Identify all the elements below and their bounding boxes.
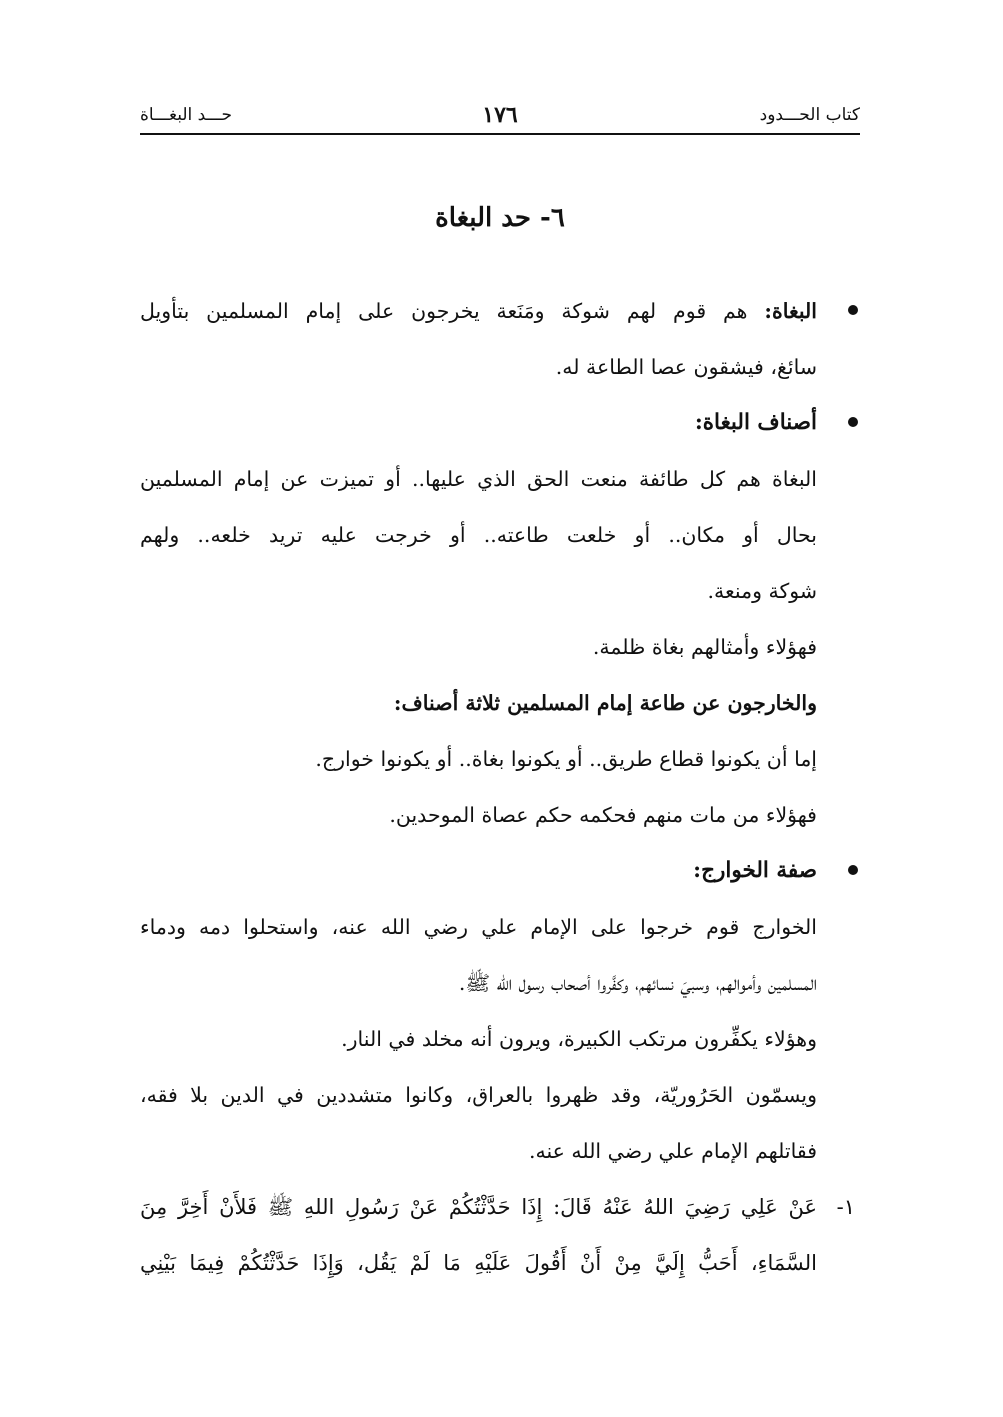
- page-number: ١٧٦: [482, 102, 518, 128]
- hadith-block: [140, 1179, 855, 1291]
- bullet-icon: [848, 417, 858, 427]
- page-body: [140, 283, 855, 1291]
- types-heading-row: [140, 395, 817, 451]
- hadith-line-2: السَّمَاءِ، أَحَبُّ إِلَيَّ مِنْ أَنْ أَقُولَ عَلَيْهِ مَا لَمْ يَقُل، وَإِذَا حَدَّثْتُكُمْ فِيمَا بَيْنِي: [140, 1251, 817, 1275]
- types-para-line-2: بحال أو مكان.. أو خلعت طاعته.. أو خرجت عليه تريد خلعه.. ولهم: [140, 523, 817, 547]
- khawarij-heading: صفة الخوارج:: [693, 858, 817, 883]
- bullet-icon: [848, 305, 858, 315]
- types-para-4: فهؤلاء من مات منهم فحكمه حكم عصاة الموحدين.: [389, 803, 817, 827]
- book-title: كتاب الحـــدود: [759, 105, 860, 125]
- definition-line-1: [140, 283, 817, 339]
- hadith-line-1: عَنْ عَلِي رَضِيَ اللهُ عَنْهُ قَالَ: إِذَا حَدَّثْتُكُمْ عَنْ رَسُولِ اللهِ ﷺ فَلأَنْ أَخِرَّ مِنَ: [140, 1195, 817, 1219]
- khawarij-heading-row: [140, 843, 817, 899]
- section-title: حـــد البغـــاة: [140, 105, 233, 125]
- hadith-number: ١-: [836, 1195, 855, 1219]
- header-rule: [140, 133, 860, 135]
- types-heading: أصناف البغاة:: [694, 410, 817, 435]
- khawarij-para-line-2: المسلمين وأموالهم، وسبيَ نسائهم، وكفَّروا أصحاب رسول الله ﷺ.: [458, 971, 817, 995]
- types-para-3: إما أن يكونوا قطاع طريق.. أو يكونوا بغاة.. أو يكونوا خوارج.: [315, 747, 817, 771]
- khawarij-para-2: وهؤلاء يكفِّرون مرتكب الكبيرة، ويرون أنه مخلد في النار.: [341, 1027, 817, 1051]
- types-para-2: فهؤلاء وأمثالهم بغاة ظلمة.: [592, 635, 817, 659]
- definition-line-2: سائغ، فيشقون عصا الطاعة له.: [555, 355, 817, 379]
- definition-paragraph: [140, 283, 817, 395]
- khawarij-para-line-1: الخوارج قوم خرجوا على الإمام علي رضي الله عنه، واستحلوا دمه ودماء: [140, 915, 817, 939]
- types-para-line-1: البغاة هم كل طائفة منعت الحق الذي عليها.. أو تميزت عن إمام المسلمين: [140, 467, 817, 491]
- running-header: [140, 100, 860, 132]
- bullet-icon: [848, 865, 858, 875]
- khawarij-para-3-line-1: ويسمّون الحَرُوريّة، وقد ظهروا بالعراق، وكانوا متشددين في الدين بلا فقه،: [140, 1083, 817, 1107]
- chapter-title: ٦- حد البغاة: [435, 203, 565, 233]
- definition-term: البغاة:: [764, 299, 817, 323]
- types-subheading: والخارجون عن طاعة إمام المسلمين ثلاثة أصناف:: [393, 691, 817, 715]
- khawarij-para-3-line-2: فقاتلهم الإمام علي رضي الله عنه.: [528, 1139, 817, 1163]
- definition-text: هم قوم لهم شوكة ومَنَعة يخرجون على إمام المسلمين بتأويل: [140, 299, 748, 323]
- types-para-line-3: شوكة ومنعة.: [707, 579, 817, 603]
